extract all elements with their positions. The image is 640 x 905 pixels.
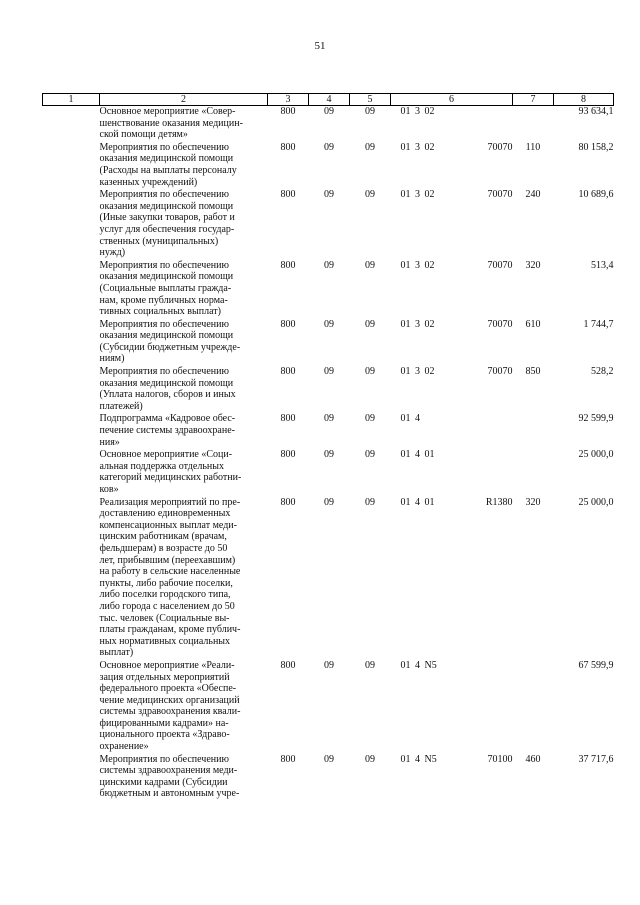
cell-col-7 xyxy=(513,106,554,142)
table-row xyxy=(43,413,614,449)
cell-col-7: 850 xyxy=(525,366,541,378)
cell-col-4: 09 xyxy=(324,366,334,378)
cell-col-1 xyxy=(43,260,100,319)
cell-col-7: 320 xyxy=(525,259,541,271)
cell-col-6d: 70070 xyxy=(487,318,513,330)
table-row xyxy=(43,106,614,142)
cell-col-5: 09 xyxy=(365,318,375,330)
cell-col-3: 800 xyxy=(280,753,296,765)
cell-col-6b: 4 xyxy=(415,496,420,508)
cell-col-1 xyxy=(43,754,100,801)
cell-col-6b: 3 xyxy=(415,141,420,153)
cell-name: Мероприятия по обеспечению системы здравоохранения меди- цинскими кадрами (Субсидии бюджетным и автономным учре- xyxy=(99,753,240,800)
budget-table xyxy=(42,93,614,801)
cell-col-1 xyxy=(43,106,100,142)
cell-col-6b: 4 xyxy=(415,753,420,765)
cell-col-6d xyxy=(451,413,513,449)
cell-col-3: 800 xyxy=(280,449,296,461)
cell-col-6b: 4 xyxy=(415,659,420,671)
cell-col-8: 80 158,2 xyxy=(578,141,614,153)
cell-col-6a: 01 xyxy=(400,366,411,378)
cell-col-8: 25 000,0 xyxy=(578,496,614,508)
cell-col-7: 110 xyxy=(525,141,541,153)
cell-name: Основное мероприятие «Реали- зация отдельных мероприятий федерального проекта «Обеспе- чение медицинских организаций системы здравоохранения квали- фицированными кадрами» на- ционального проекта «Здраво- охранение» xyxy=(99,659,241,753)
cell-col-1 xyxy=(43,449,100,496)
cell-col-6c: 02 xyxy=(424,106,435,117)
cell-col-6a: 01 xyxy=(400,496,411,508)
cell-col-5: 09 xyxy=(365,449,375,461)
cell-col-1 xyxy=(43,366,100,413)
table-row xyxy=(43,660,614,754)
cell-col-5: 09 xyxy=(365,496,375,508)
cell-col-6d: 70070 xyxy=(487,141,513,153)
cell-col-6c: N5 xyxy=(424,753,437,765)
cell-col-6a: 01 xyxy=(400,141,411,153)
cell-name: Основное мероприятие «Соци- альная поддержка отдельных категорий медицинских работни- ков» xyxy=(99,449,242,495)
cell-col-6c: 02 xyxy=(424,189,435,201)
table-row xyxy=(43,497,614,660)
cell-name: Мероприятия по обеспечению оказания медицинской помощи (Расходы на выплаты персоналу казенных учреждений) xyxy=(99,141,237,188)
cell-col-6b: 3 xyxy=(415,106,420,117)
cell-col-1 xyxy=(43,660,100,754)
header-col-5: 5 xyxy=(350,94,391,106)
cell-col-7: 320 xyxy=(525,496,541,508)
table-row xyxy=(43,449,614,496)
cell-col-7: 240 xyxy=(525,189,541,201)
cell-col-6d: R1380 xyxy=(485,496,513,508)
cell-col-6b: 4 xyxy=(415,413,420,425)
cell-col-6d xyxy=(451,660,513,754)
cell-col-1 xyxy=(43,189,100,260)
cell-col-6c: 01 xyxy=(424,449,435,461)
cell-col-5: 09 xyxy=(365,753,375,765)
cell-col-5: 09 xyxy=(365,413,375,425)
header-col-1: 1 xyxy=(43,94,100,106)
header-col-6: 6 xyxy=(391,94,513,106)
cell-col-3: 800 xyxy=(280,189,296,201)
header-col-2: 2 xyxy=(100,94,268,106)
cell-col-1 xyxy=(43,319,100,366)
cell-col-8: 513,4 xyxy=(591,259,614,271)
cell-col-6a: 01 xyxy=(400,449,411,461)
cell-name: Мероприятия по обеспечению оказания медицинской помощи (Уплата налогов, сборов и иных платежей) xyxy=(99,366,236,412)
table-row xyxy=(43,189,614,260)
cell-col-5: 09 xyxy=(365,106,375,117)
cell-col-1 xyxy=(43,142,100,189)
cell-col-6a: 01 xyxy=(400,753,411,765)
cell-col-4: 09 xyxy=(324,413,334,425)
cell-col-6a: 01 xyxy=(400,659,411,671)
cell-col-5: 09 xyxy=(365,659,375,671)
cell-col-6a: 01 xyxy=(400,189,411,201)
cell-col-6c: 02 xyxy=(424,366,435,378)
cell-name: Подпрограмма «Кадровое обес- печение системы здравоохране- ния» xyxy=(99,413,236,448)
table-row xyxy=(43,260,614,319)
cell-col-6c: 02 xyxy=(424,318,435,330)
cell-col-8: 528,2 xyxy=(591,366,614,378)
cell-col-6b: 3 xyxy=(415,366,420,378)
cell-col-7 xyxy=(513,660,554,754)
cell-col-4: 09 xyxy=(324,189,334,201)
header-col-3: 3 xyxy=(268,94,309,106)
cell-col-1 xyxy=(43,413,100,449)
cell-col-8: 25 000,0 xyxy=(578,449,614,461)
cell-name: Мероприятия по обеспечению оказания медицинской помощи (Субсидии бюджетным учрежде- ниям) xyxy=(99,318,241,365)
cell-col-6d: 70100 xyxy=(487,753,513,765)
header-col-8: 8 xyxy=(554,94,614,106)
cell-col-5: 09 xyxy=(365,189,375,201)
header-col-4: 4 xyxy=(309,94,350,106)
table-row xyxy=(43,319,614,366)
cell-col-4: 09 xyxy=(324,141,334,153)
cell-col-3: 800 xyxy=(280,496,296,508)
table-row xyxy=(43,366,614,413)
cell-col-5: 09 xyxy=(365,141,375,153)
cell-col-6d: 70070 xyxy=(487,366,513,378)
cell-col-8: 93 634,1 xyxy=(578,106,614,117)
table-body xyxy=(43,106,614,802)
cell-col-3: 800 xyxy=(280,259,296,271)
header-col-7: 7 xyxy=(513,94,554,106)
cell-col-3: 800 xyxy=(280,366,296,378)
cell-col-7: 460 xyxy=(525,753,541,765)
cell-col-4: 09 xyxy=(324,753,334,765)
page-number: 51 xyxy=(314,40,326,52)
cell-col-6b: 4 xyxy=(415,449,420,461)
cell-name: Мероприятия по обеспечению оказания медицинской помощи (Социальные выплаты гражда- нам, кроме публичных норма- тивных социальных выплат) xyxy=(99,259,234,318)
cell-col-8: 92 599,9 xyxy=(578,413,614,425)
cell-col-4: 09 xyxy=(324,318,334,330)
cell-col-6a: 01 xyxy=(400,318,411,330)
cell-col-3: 800 xyxy=(280,413,296,425)
cell-col-8: 10 689,6 xyxy=(578,189,614,201)
cell-col-6d xyxy=(451,106,513,142)
cell-col-4: 09 xyxy=(324,496,334,508)
cell-col-6c: 01 xyxy=(424,496,435,508)
cell-col-6c: 02 xyxy=(424,141,435,153)
cell-name: Реализация мероприятий по пре- доставлению единовременных компенсационных выплат меди- цинским работникам (врачам, фельдшерам) в возрасте до 50 лет, прибывшим (переехавшим) на работу в сельские населенные пункты, либо рабочие поселки, либо поселки городского типа, либо города с населением до 50 тыс. человек (Социальные вы- платы гражданам, кроме публич- ных нормативных социальных выплат) xyxy=(99,496,241,659)
header-row xyxy=(43,94,614,106)
cell-col-1 xyxy=(43,497,100,660)
table-row xyxy=(43,754,614,801)
cell-col-6c: 02 xyxy=(424,259,435,271)
cell-col-6a: 01 xyxy=(400,413,411,425)
cell-col-8: 1 744,7 xyxy=(583,318,614,330)
cell-col-5: 09 xyxy=(365,259,375,271)
cell-col-6b: 3 xyxy=(415,259,420,271)
cell-col-8: 67 599,9 xyxy=(578,659,614,671)
cell-col-7 xyxy=(513,449,554,496)
cell-col-6d: 70070 xyxy=(487,259,513,271)
table-row xyxy=(43,142,614,189)
cell-col-6c: N5 xyxy=(424,659,437,671)
cell-col-5: 09 xyxy=(365,366,375,378)
cell-col-3: 800 xyxy=(280,659,296,671)
cell-col-6c xyxy=(425,413,451,449)
cell-col-6d xyxy=(451,449,513,496)
cell-name: Мероприятия по обеспечению оказания медицинской помощи (Иные закупки товаров, работ и услуг для обеспечения государ- ственных (муниципальных) нужд) xyxy=(99,189,235,259)
cell-col-3: 800 xyxy=(280,318,296,330)
cell-name: Основное мероприятие «Совер- шенствование оказания медицин- ской помощи детям» xyxy=(99,106,243,141)
cell-col-4: 09 xyxy=(324,259,334,271)
cell-col-6a: 01 xyxy=(400,259,411,271)
cell-col-6b: 3 xyxy=(415,189,420,201)
cell-col-3: 800 xyxy=(280,141,296,153)
cell-col-4: 09 xyxy=(324,449,334,461)
cell-col-7: 610 xyxy=(525,318,541,330)
cell-col-7 xyxy=(513,413,554,449)
cell-col-6b: 3 xyxy=(415,318,420,330)
cell-col-4: 09 xyxy=(324,106,334,117)
cell-col-3: 800 xyxy=(280,106,296,117)
cell-col-4: 09 xyxy=(324,659,334,671)
cell-col-8: 37 717,6 xyxy=(578,753,614,765)
cell-col-6a: 01 xyxy=(400,106,411,117)
cell-col-6d: 70070 xyxy=(487,189,513,201)
